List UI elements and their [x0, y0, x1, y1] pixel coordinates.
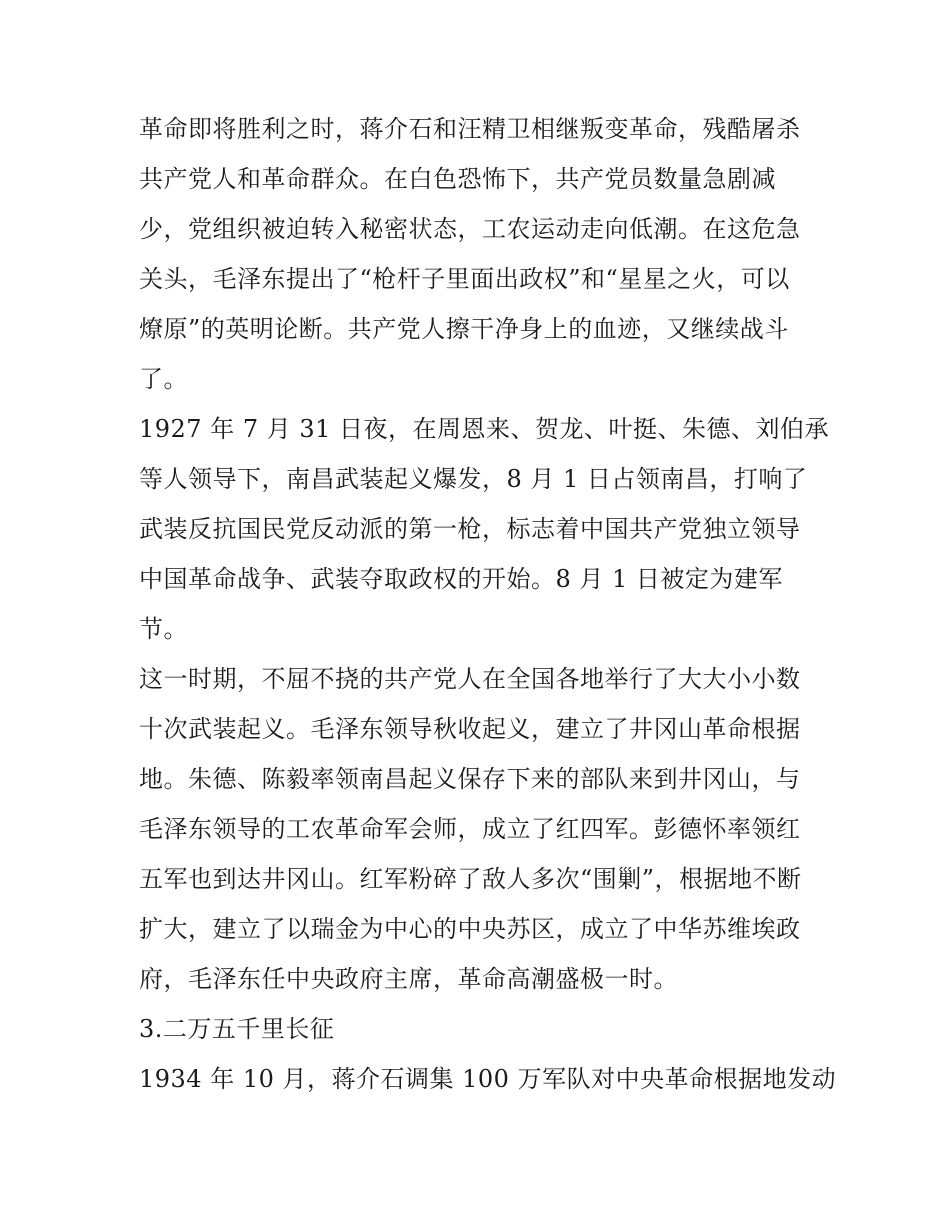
text-line: 少，党组织被迫转入秘密状态，工农运动走向低潮。在这危急 — [139, 215, 801, 243]
text-line: 扩大，建立了以瑞金为中心的中央苏区，成立了中华苏维埃政 — [139, 915, 801, 943]
text-line: 地。朱德、陈毅率领南昌起义保存下来的部队来到井冈山，与 — [139, 765, 801, 793]
text-line: 1934 年 10 月，蒋介石调集 100 万军队对中央革命根据地发动 — [139, 1065, 837, 1093]
text-line: 等人领导下，南昌武装起义爆发，8 月 1 日占领南昌，打响了 — [139, 465, 808, 493]
text-line: 武装反抗国民党反动派的第一枪，标志着中国共产党独立领导 — [139, 515, 801, 543]
body-text — [139, 104, 837, 1104]
text-line: 节。 — [139, 615, 188, 643]
text-line: 府，毛泽东任中央政府主席，革命高潮盛极一时。 — [139, 965, 678, 993]
text-line: 1927 年 7 月 31 日夜，在周恩来、贺龙、叶挺、朱德、刘伯承 — [139, 415, 830, 443]
text-line: 燎原”的英明论断。共产党人擦干净身上的血迹，又继续战斗 — [139, 315, 789, 343]
text-line: 关头，毛泽东提出了“枪杆子里面出政权”和“星星之火，可以 — [139, 265, 790, 293]
text-line: 共产党人和革命群众。在白色恐怖下，共产党员数量急剧减 — [139, 165, 776, 193]
text-line: 中国革命战争、武装夺取政权的开始。8 月 1 日被定为建军 — [139, 565, 783, 593]
text-line: 革命即将胜利之时，蒋介石和汪精卫相继叛变革命，残酷屠杀 — [139, 115, 801, 143]
text-line: 毛泽东领导的工农革命军会师，成立了红四军。彭德怀率领红 — [139, 815, 801, 843]
text-line: 十次武装起义。毛泽东领导秋收起义，建立了井冈山革命根据 — [139, 715, 801, 743]
section-heading: 3.二万五千里长征 — [139, 1015, 335, 1043]
text-line: 这一时期，不屈不挠的共产党人在全国各地举行了大大小小数 — [139, 665, 801, 693]
text-line: 五军也到达井冈山。红军粉碎了敌人多次“围剿”，根据地不断 — [139, 865, 802, 893]
text-line: 了。 — [139, 365, 188, 393]
